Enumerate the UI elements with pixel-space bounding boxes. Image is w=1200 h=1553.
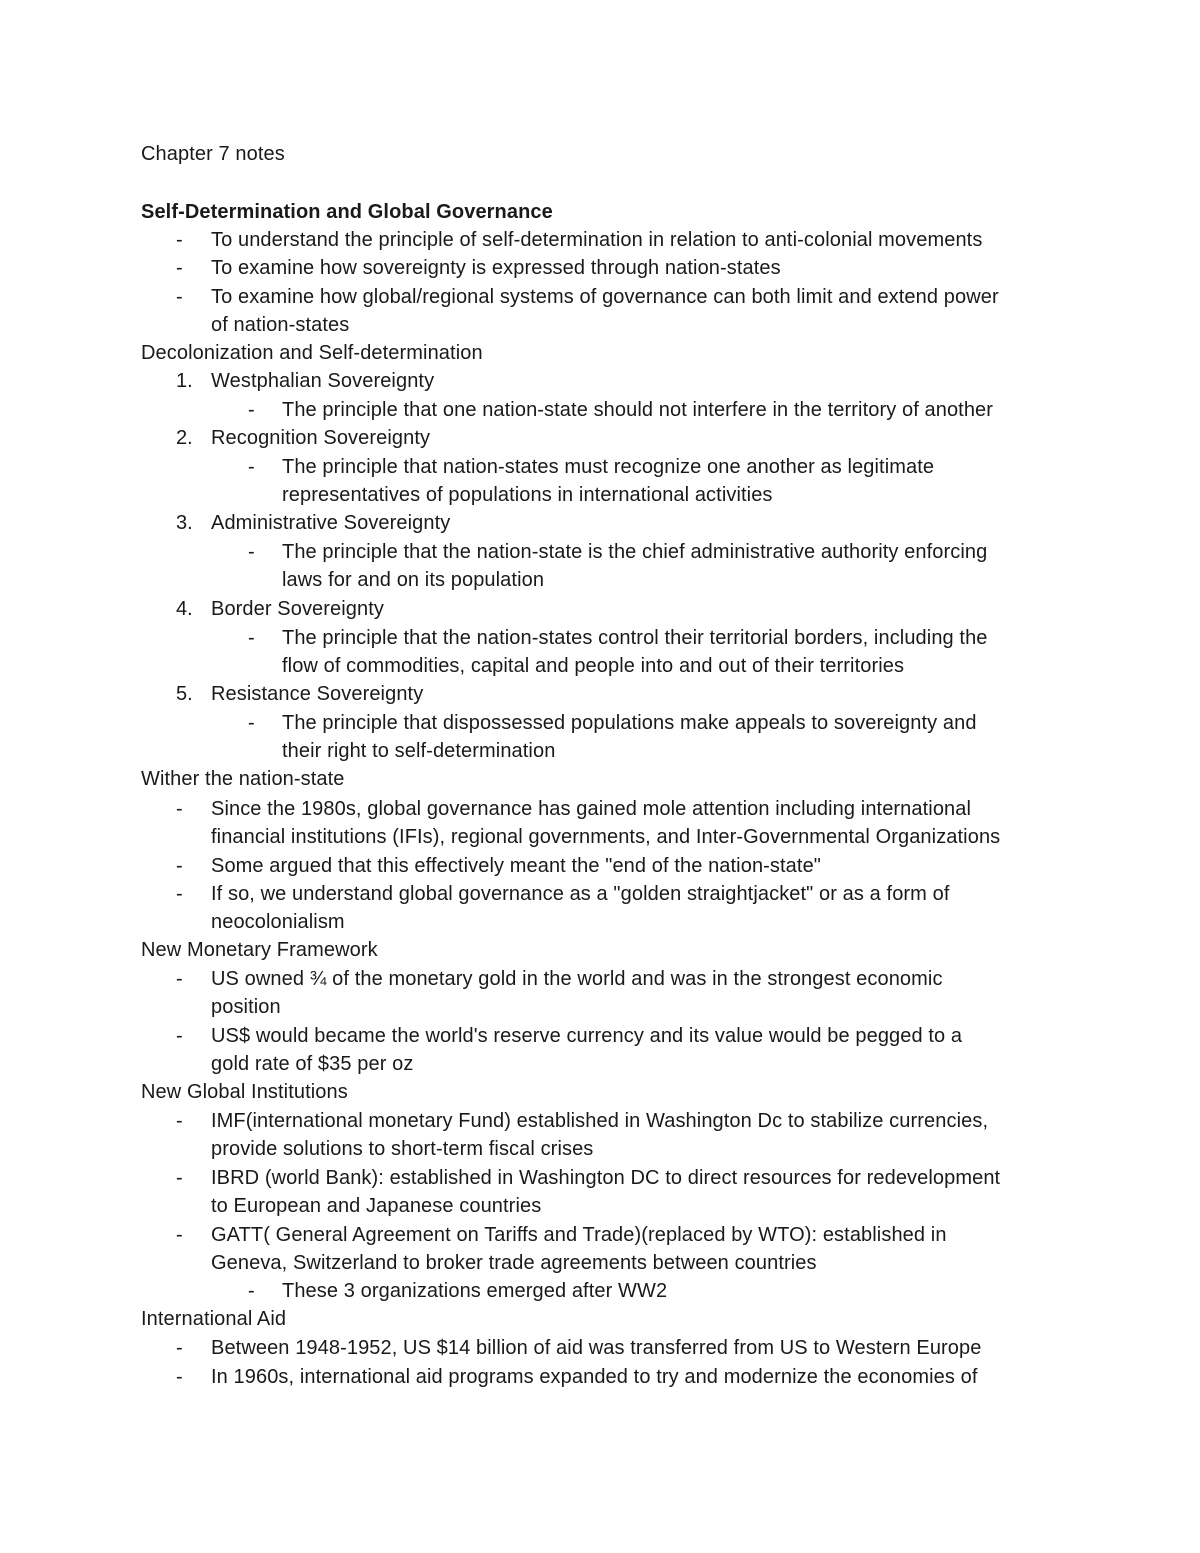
objective-text: To understand the principle of self-determination in relation to anti-colonial movements	[211, 229, 983, 251]
heading-monetary: New Monetary Framework	[141, 939, 378, 961]
heading-institutions: New Global Institutions	[141, 1081, 348, 1103]
objective-text: To examine how global/regional systems of governance can both limit and extend power	[211, 286, 999, 308]
bullet-dash: -	[176, 229, 183, 251]
objective-text-continued: of nation-states	[211, 314, 350, 336]
objective-text: To examine how sovereignty is expressed through nation-states	[211, 257, 781, 279]
bullet-dash: -	[176, 1110, 183, 1132]
bullet-text: Some argued that this effectively meant the "end of the nation-state"	[211, 855, 821, 877]
bullet-text: In 1960s, international aid programs expanded to try and modernize the economies of	[211, 1366, 978, 1388]
bullet-dash: -	[248, 399, 255, 421]
list-number: 2.	[176, 427, 193, 449]
bullet-text: Geneva, Switzerland to broker trade agreements between countries	[211, 1252, 817, 1274]
bullet-text: neocolonialism	[211, 911, 345, 933]
bullet-text: Since the 1980s, global governance has gained mole attention including international	[211, 798, 972, 820]
bullet-dash: -	[248, 712, 255, 734]
sovereignty-title: Border Sovereignty	[211, 598, 385, 620]
bullet-dash: -	[176, 968, 183, 990]
bullet-text: GATT( General Agreement on Tariffs and Trade)(replaced by WTO): established in	[211, 1224, 947, 1246]
sovereignty-desc: The principle that the nation-state is the chief administrative authority enforcing	[282, 541, 988, 563]
list-number: 3.	[176, 512, 193, 534]
sovereignty-title: Resistance Sovereignty	[211, 683, 424, 705]
sovereignty-title: Westphalian Sovereignty	[211, 370, 435, 392]
sovereignty-desc: their right to self-determination	[282, 740, 556, 762]
section-heading: Self-Determination and Global Governance	[141, 201, 553, 223]
bullet-dash: -	[176, 798, 183, 820]
list-number: 4.	[176, 598, 193, 620]
sovereignty-desc: The principle that dispossessed populations make appeals to sovereignty and	[282, 712, 977, 734]
list-number: 5.	[176, 683, 193, 705]
bullet-text: gold rate of $35 per oz	[211, 1053, 414, 1075]
bullet-text: Between 1948-1952, US $14 billion of aid was transferred from US to Western Europe	[211, 1337, 982, 1359]
bullet-text: provide solutions to short-term fiscal crises	[211, 1138, 594, 1160]
heading-aid: International Aid	[141, 1308, 287, 1330]
bullet-dash: -	[176, 883, 183, 905]
bullet-dash: -	[176, 1025, 183, 1047]
sovereignty-desc: The principle that nation-states must recognize one another as legitimate	[282, 456, 935, 478]
bullet-dash: -	[176, 1167, 183, 1189]
heading-wither: Wither the nation-state	[141, 768, 345, 790]
sovereignty-desc: representatives of populations in international activities	[282, 484, 773, 506]
bullet-text: US$ would became the world's reserve currency and its value would be pegged to a	[211, 1025, 963, 1047]
bullet-text: IMF(international monetary Fund) established in Washington Dc to stabilize currencies,	[211, 1110, 989, 1132]
bullet-text: to European and Japanese countries	[211, 1195, 542, 1217]
bullet-dash: -	[176, 1366, 183, 1388]
bullet-text: IBRD (world Bank): established in Washington DC to direct resources for redevelopment	[211, 1167, 1001, 1189]
document-title: Chapter 7 notes	[141, 143, 285, 165]
sub-bullet-text: These 3 organizations emerged after WW2	[282, 1280, 668, 1302]
bullet-dash: -	[248, 627, 255, 649]
sovereignty-title: Recognition Sovereignty	[211, 427, 431, 449]
bullet-text: If so, we understand global governance as a "golden straightjacket" or as a form of	[211, 883, 950, 905]
sovereignty-desc: The principle that the nation-states control their territorial borders, including the	[282, 627, 988, 649]
list-number: 1.	[176, 370, 193, 392]
heading-decolonization: Decolonization and Self-determination	[141, 342, 483, 364]
bullet-dash: -	[176, 1337, 183, 1359]
sovereignty-desc: The principle that one nation-state should not interfere in the territory of another	[282, 399, 994, 421]
bullet-dash: -	[248, 541, 255, 563]
sovereignty-title: Administrative Sovereignty	[211, 512, 451, 534]
bullet-dash: -	[176, 1224, 183, 1246]
bullet-dash: -	[176, 286, 183, 308]
sovereignty-desc: laws for and on its population	[282, 569, 545, 591]
bullet-text: financial institutions (IFIs), regional governments, and Inter-Governmental Organizations	[211, 826, 1001, 848]
bullet-dash: -	[176, 257, 183, 279]
bullet-dash: -	[176, 855, 183, 877]
bullet-dash: -	[248, 1280, 255, 1302]
bullet-text: position	[211, 996, 281, 1018]
bullet-text: US owned ¾ of the monetary gold in the world and was in the strongest economic	[211, 968, 943, 990]
sovereignty-desc: flow of commodities, capital and people into and out of their territories	[282, 655, 905, 677]
bullet-dash: -	[248, 456, 255, 478]
